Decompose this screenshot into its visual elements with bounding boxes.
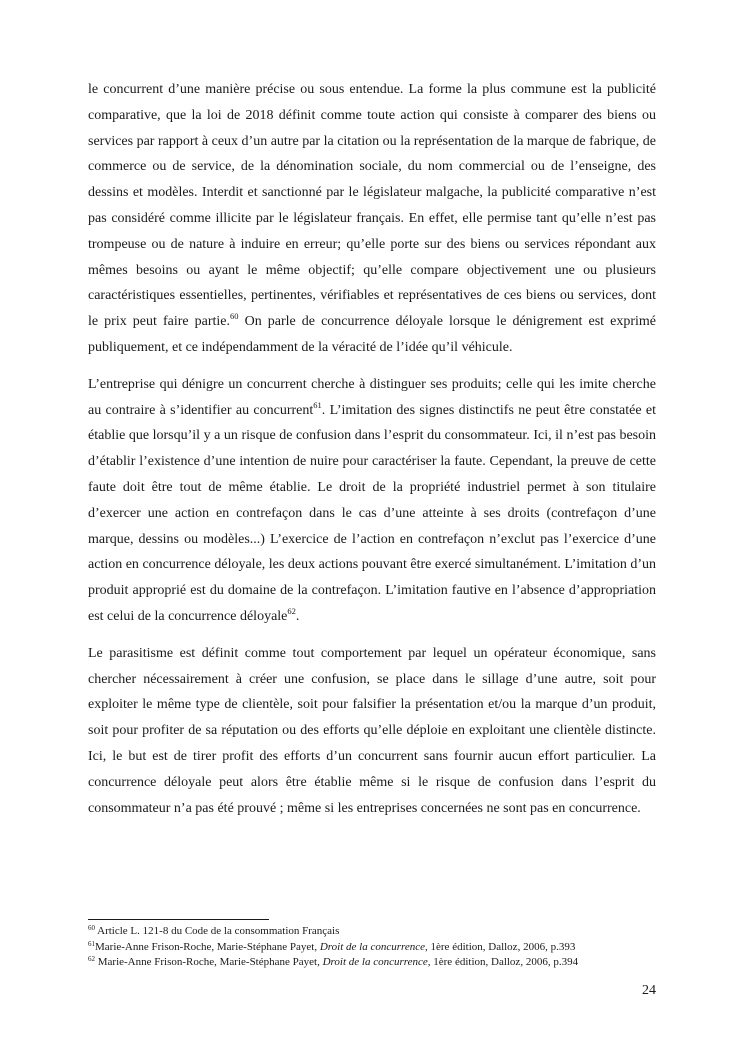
paragraph-parasitism: Le parasitisme est définit comme tout comportement par lequel un opérateur économique, sans chercher nécessairement à créer une confusion, se place dans le sillage d’une autre, soit pour exploiter le même type de clientèle, soit pour falsifier la présentation et/ou la marque d’un produit, soit pour profiter de sa réputation ou des efforts qu’elle déploie en exploitant une clientèle distincte. Ici, le but est de tirer profit des efforts d’un concurrent sans fournir aucun effort particulier. La concurrence déloyale peut alors être établie même si le risque de confusion dans l’esprit du consommateur n’a pas été prouvé ; même si les entreprises concernées ne sont pas en concurrence. [88,645,656,816]
footnote-ref-60[interactable]: 60 [230,311,239,322]
footnote-60: $^{60}$ Article L. 121-8 du Code de la consommation Français [88,924,340,937]
paragraph-imitation: L’entreprise qui dénigre un concurrent cherche à distinguer ses produits; celle qui les imite cherche au contraire à s’identifier au concurrent$^{61}$. L’imitation des signes distinctifs ne peut être constatée et établie que lorsqu’il y a un risque de confusion dans l’esprit du consommateur. Ici, il n’est pas besoin d’établir l’existence d’une intention de nuire pour caractériser la faute. Cependant, la preuve de cette faute doit être tout de même établie. Le droit de la propriété industriel permet à son titulaire d’exercer une action en contrefaçon dans le cas d’une atteinte à ses droits (contrefaçon d’une marque, dessins ou modèles...) L’exercice de l’action en contrefaçon n’exclut pas l’exercice d’une action en concurrence déloyale, les deux actions pouvant être exercé simultanément. L’imitation d’un produit approprié est du domaine de la contrefaçon. L’imitation fautive en l’absence d’appropriation est celui de la concurrence déloyale$^{62}$. [88,376,656,624]
paragraph-comparative-advertising: le concurrent d’une manière précise ou sous entendue. La forme la plus commune est la publicité comparative, que la loi de 2018 définit comme toute action qui consiste à comparer des biens ou services par rapport à ceux d’un autre par la citation ou la représentation de la marque de fabrique, de commerce ou de service, de la dénomination sociale, du nom commercial ou de l’enseigne, des dessins et modèles. Interdit et sanctionné par le législateur malgache, la publicité comparative n’est pas considéré comme illicite par le législateur français. En effet, elle permise tant qu’elle n’est pas trompeuse ou de nature à induire en erreur; qu’elle porte sur des biens ou services répondant aux mêmes besoins ou ayant le même objectif; qu’elle compare objectivement une ou plusieurs caractéristiques essentielles, pertinentes, vérifiables et représentatives de ces biens ou services, dont le prix peut faire partie.$^{60}$ On parle de concurrence déloyale lorsque le dénigrement est exprimé publiquement, et ce indépendamment de la véracité de l’idée qu’il véhicule. [88,82,656,355]
footnote-separator [88,919,269,920]
footnote-ref-61[interactable]: 61 [313,399,322,410]
footnote-62: $^{62}$ Marie-Anne Frison-Roche, Marie-Stéphane Payet, Droit de la concurrence, 1ère édition, Dalloz, 2006, p.394 [88,955,579,968]
body-text [88,77,656,832]
footnote-ref-62[interactable]: 62 [287,605,296,616]
footnotes [88,924,668,971]
footnote-61: $^{61}$Marie-Anne Frison-Roche, Marie-Stéphane Payet, Droit de la concurrence, 1ère édition, Dalloz, 2006, p.393 [88,939,576,953]
page-number: 24 [642,983,656,998]
